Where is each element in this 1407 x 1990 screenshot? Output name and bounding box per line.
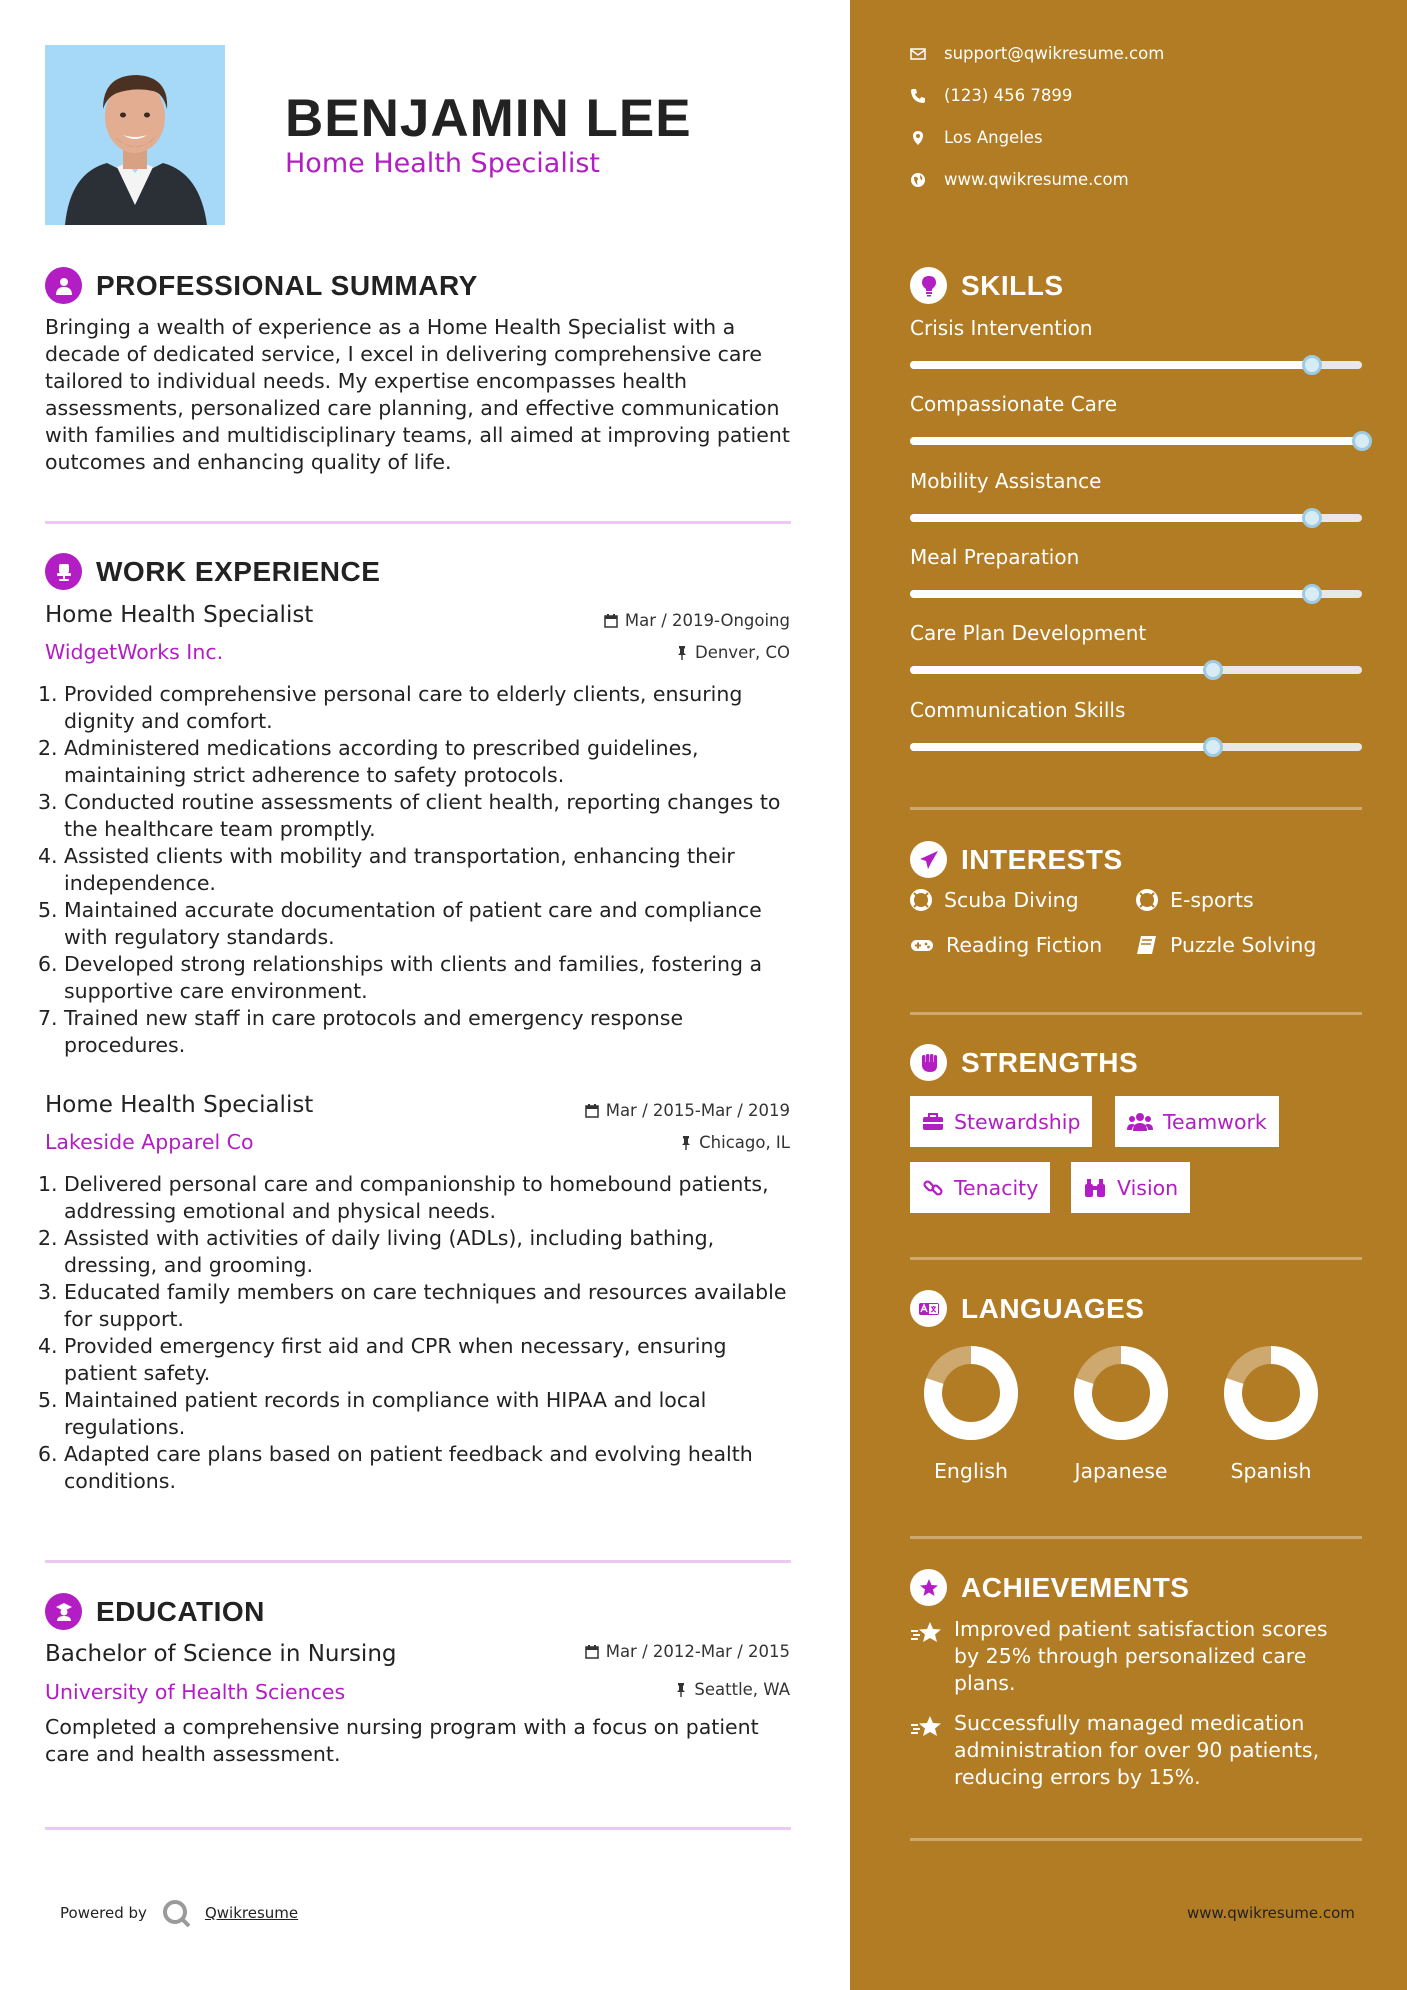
interest-label: Puzzle Solving: [1170, 933, 1317, 957]
job-dates: [604, 611, 790, 630]
summary-text: Bringing a wealth of experience as a Home Health Specialist with a decade of dedicated service, I excel in delivering comprehensive care tailored to individual needs. My expertise encompasses health assessments, personalized care planning, and effective communication with families and multidisciplinary teams, all aimed at improving patient outcomes and enhancing quality of life.: [45, 315, 790, 474]
contact-email[interactable]: [910, 44, 1164, 63]
translate-icon: [910, 1290, 947, 1327]
calendar-icon: [585, 1645, 599, 1659]
calendar-icon: [604, 614, 618, 628]
interest-item: [1136, 888, 1254, 912]
powered-by-text: Powered by: [60, 1904, 147, 1922]
job-location-text: Denver, CO: [694, 643, 790, 662]
candidate-role: Home Health Specialist: [285, 148, 600, 179]
list-item: 4. Provided emergency first aid and CPR when necessary, ensuring patient safety.: [38, 1334, 727, 1385]
skill-label: Communication Skills: [910, 698, 1126, 722]
interests-title: INTERESTS: [961, 843, 1123, 875]
skills-title: SKILLS: [961, 269, 1064, 301]
link-icon: [922, 1177, 944, 1199]
job-bullets: [38, 1171, 798, 1495]
language-label: Japanese: [1074, 1459, 1168, 1483]
sidebar: [850, 0, 1407, 1990]
job-company: WidgetWorks Inc.: [45, 640, 224, 664]
achievement-text: Successfully managed medication administration for over 90 patients, reducing errors by 15%.: [954, 1711, 1320, 1789]
list-item: 6. Adapted care plans based on patient feedback and evolving health conditions.: [38, 1442, 753, 1493]
list-item: 7. Trained new staff in care protocols and emergency response procedures.: [38, 1006, 684, 1057]
strength-badge: [910, 1162, 1050, 1213]
section-divider: [45, 1827, 791, 1830]
interest-item: [910, 888, 1079, 912]
phone-icon: [910, 88, 926, 104]
job-dates: [585, 1101, 790, 1120]
globe-icon: [910, 172, 926, 188]
experience-title: WORK EXPERIENCE: [96, 555, 381, 587]
achievements-heading: [910, 1569, 1189, 1606]
languages-title: LANGUAGES: [961, 1292, 1145, 1324]
achievements-title: ACHIEVEMENTS: [961, 1571, 1190, 1603]
interest-label: Reading Fiction: [946, 933, 1103, 957]
list-item: 1. Delivered personal care and companionship to homebound patients, addressing emotional and physical needs.: [38, 1172, 769, 1223]
section-divider: [45, 1560, 791, 1563]
strength-label: Stewardship: [954, 1109, 1081, 1134]
education-text: Completed a comprehensive nursing program with a focus on patient care and health assessment.: [45, 1715, 759, 1766]
job-location: [676, 643, 790, 662]
skill-label: Crisis Intervention: [910, 316, 1093, 340]
skill-bar: [910, 590, 1362, 598]
language-ring: [1223, 1345, 1319, 1441]
education-dates-text: Mar / 2012-Mar / 2015: [605, 1642, 790, 1661]
fist-icon: [910, 1044, 947, 1081]
profile-photo: [45, 45, 225, 225]
skill-bar: [910, 743, 1362, 751]
candidate-name: BENJAMIN LEE: [285, 89, 692, 148]
language-item: [1066, 1345, 1176, 1483]
skill-label: Care Plan Development: [910, 621, 1147, 645]
shooting-star-icon: [910, 1619, 944, 1647]
footer-website-link[interactable]: www.qwikresume.com: [1187, 1904, 1355, 1922]
contact-website-text: www.qwikresume.com: [944, 170, 1129, 189]
interest-label: E-sports: [1170, 888, 1254, 912]
pin-icon: [680, 1135, 692, 1150]
interest-item: [1136, 933, 1316, 957]
section-divider: [910, 1257, 1362, 1260]
section-divider: [910, 1838, 1362, 1841]
education-dates: [585, 1642, 790, 1661]
map-marker-icon: [910, 130, 926, 146]
summary-title: PROFESSIONAL SUMMARY: [96, 269, 478, 301]
education-location: [675, 1680, 790, 1699]
strength-label: Vision: [1117, 1175, 1179, 1200]
job-location-text: Chicago, IL: [699, 1133, 790, 1152]
school-name: University of Health Sciences: [45, 1680, 346, 1704]
section-divider: [45, 521, 791, 524]
summary-heading: [45, 267, 478, 304]
skill-label: Compassionate Care: [910, 392, 1118, 416]
job-location: [680, 1133, 790, 1152]
list-item: 6. Developed strong relationships with clients and families, fostering a supportive care environment.: [38, 952, 763, 1003]
interests-heading: [910, 841, 1123, 878]
list-item: 2. Administered medications according to prescribed guidelines, maintaining strict adherence to safety protocols.: [38, 736, 699, 787]
life-ring-icon: [910, 889, 932, 911]
qwikresume-logo-icon: [161, 1898, 193, 1928]
list-item: 4. Assisted clients with mobility and transportation, enhancing their independence.: [38, 844, 735, 895]
star-badge-icon: [910, 1569, 947, 1606]
paper-plane-icon: [910, 841, 947, 878]
book-icon: [1136, 935, 1158, 955]
skill-bar: [910, 437, 1362, 445]
gamepad-icon: [910, 936, 934, 954]
education-title: EDUCATION: [96, 1595, 265, 1627]
calendar-icon: [585, 1104, 599, 1118]
strength-badge: [1115, 1096, 1279, 1147]
contact-website[interactable]: [910, 170, 1129, 189]
briefcase-chair-icon: [45, 553, 82, 590]
skill-label: Mobility Assistance: [910, 469, 1102, 493]
language-item: [1216, 1345, 1326, 1483]
strength-label: Teamwork: [1163, 1109, 1267, 1134]
lightbulb-icon: [910, 267, 947, 304]
contact-phone[interactable]: [910, 86, 1072, 105]
contact-phone-text: (123) 456 7899: [944, 86, 1073, 105]
list-item: 2. Assisted with activities of daily living (ADLs), including bathing, dressing, and grooming.: [38, 1226, 715, 1277]
footer-powered-by: [60, 1898, 298, 1928]
users-icon: [1127, 1112, 1153, 1132]
skills-heading: [910, 267, 1064, 304]
achievement-text: Improved patient satisfaction scores by 25% through personalized care plans.: [954, 1617, 1328, 1695]
language-label: English: [933, 1459, 1009, 1483]
list-item: 3. Conducted routine assessments of client health, reporting changes to the healthcare team promptly.: [38, 790, 781, 841]
job-company: Lakeside Apparel Co: [45, 1130, 254, 1154]
section-divider: [910, 807, 1362, 810]
skill-bar: [910, 666, 1362, 674]
strengths-heading: [910, 1044, 1138, 1081]
contact-location: [910, 128, 1043, 147]
user-icon: [45, 267, 82, 304]
section-divider: [910, 1012, 1362, 1015]
shooting-star-icon: [910, 1713, 944, 1741]
skill-bar: [910, 514, 1362, 522]
degree-title: Bachelor of Science in Nursing: [45, 1641, 397, 1667]
skill-bar: [910, 361, 1362, 369]
job-title: Home Health Specialist: [45, 1092, 314, 1118]
list-item: 1. Provided comprehensive personal care to elderly clients, ensuring dignity and comfort.: [38, 682, 743, 733]
qwikresume-link[interactable]: Qwikresume: [204, 1904, 299, 1922]
language-ring: [1073, 1345, 1169, 1441]
interest-label: Scuba Diving: [944, 888, 1079, 912]
pin-icon: [675, 1682, 687, 1697]
contact-location-text: Los Angeles: [944, 128, 1043, 147]
briefcase-icon: [922, 1113, 944, 1131]
job-bullets: [38, 681, 798, 1059]
binoculars-icon: [1083, 1178, 1107, 1198]
job-title: Home Health Specialist: [45, 602, 314, 628]
pin-icon: [676, 645, 688, 660]
envelope-icon: [910, 46, 926, 62]
job-dates-text: Mar / 2019-Ongoing: [624, 611, 790, 630]
skill-label: Meal Preparation: [910, 545, 1080, 569]
list-item: 3. Educated family members on care techniques and resources available for support.: [38, 1280, 787, 1331]
contact-email-text: support@qwikresume.com: [944, 44, 1165, 63]
language-item: [916, 1345, 1026, 1483]
language-label: Spanish: [1230, 1459, 1312, 1483]
experience-heading: [45, 553, 380, 590]
education-location-text: Seattle, WA: [694, 1680, 790, 1699]
achievement-item: [910, 1710, 1350, 1791]
strength-label: Tenacity: [954, 1175, 1039, 1200]
job-dates-text: Mar / 2015-Mar / 2019: [605, 1101, 790, 1120]
education-heading: [45, 1593, 265, 1630]
achievement-item: [910, 1616, 1350, 1697]
list-item: 5. Maintained accurate documentation of patient care and compliance with regulatory standards.: [38, 898, 762, 949]
interest-item: [910, 933, 1102, 957]
graduate-icon: [45, 1593, 82, 1630]
strength-badge: [1071, 1162, 1190, 1213]
strength-badge: [910, 1096, 1092, 1147]
section-divider: [910, 1536, 1362, 1539]
list-item: 5. Maintained patient records in compliance with HIPAA and local regulations.: [38, 1388, 707, 1439]
language-ring: [923, 1345, 1019, 1441]
strengths-title: STRENGTHS: [961, 1046, 1139, 1078]
life-ring-icon: [1136, 889, 1158, 911]
languages-heading: [910, 1290, 1144, 1327]
